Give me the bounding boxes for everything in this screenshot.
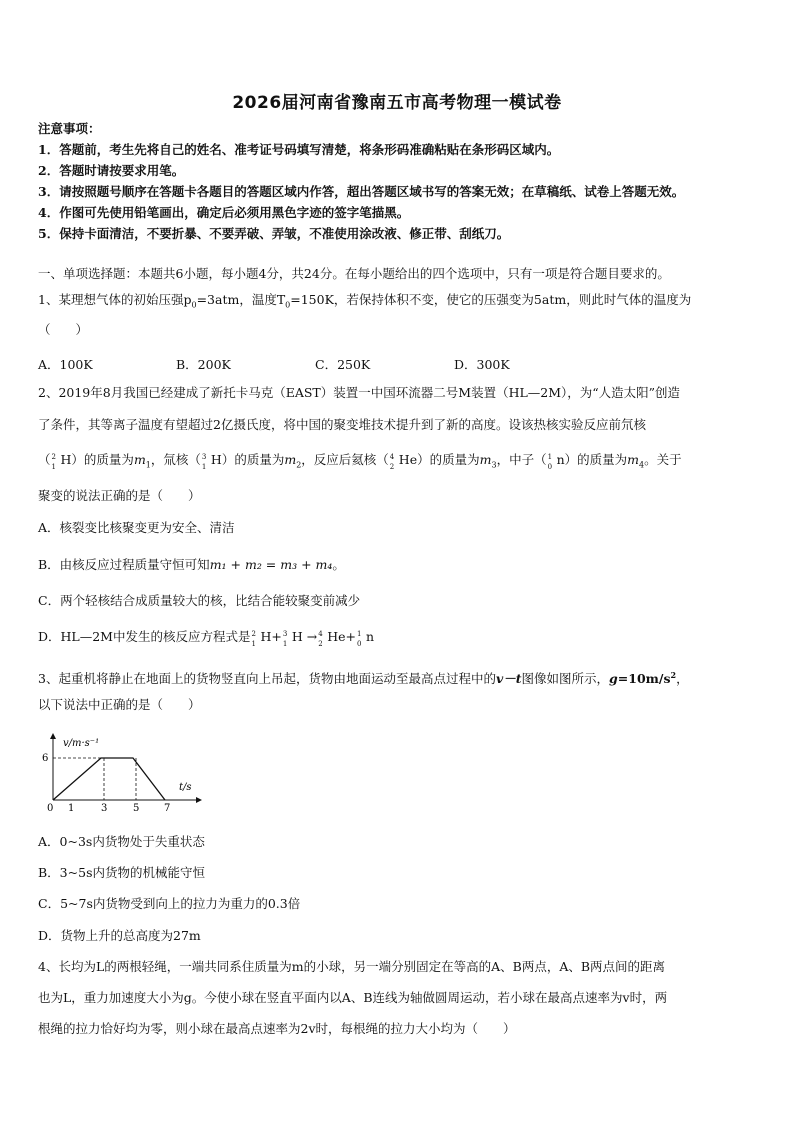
- q1-option-a[interactable]: A．100K: [38, 357, 93, 372]
- notice-item-1: 1．答题前，考生先将自己的姓名、准考证号码填写清楚，将条形码准确粘贴在条形码区域内。: [38, 142, 560, 157]
- q3-option-b[interactable]: B．3~5s内货物的机械能守恒: [38, 865, 205, 880]
- q4-line-2: 也为L，重力加速度大小为g。今使小球在竖直平面内以A、B连线为轴做圆周运动，若小球在最高点速率为v时，两: [38, 990, 668, 1005]
- q1-options: [38, 355, 510, 373]
- q2-option-c[interactable]: C．两个轻核结合成质量较大的核，比结合能较聚变前减少: [38, 593, 361, 608]
- q1-option-b[interactable]: B．200K: [176, 357, 231, 372]
- q2-line-1: 2、2019年8月我国已经建成了新托卡马克（EAST）装置一中国环流器二号M装置（HL—2M），为“人造太阳”创造: [38, 385, 681, 400]
- q2-line-4: 聚变的说法正确的是（ ）: [38, 488, 201, 503]
- q3-line-1: 3、起重机将静止在地面上的货物竖直向上吊起，货物由地面运动至最高点过程中的v－t图像如图所示，$g=10m/s^2$，: [38, 670, 689, 687]
- q2-line-2: 了条件，其等离子温度有望超过2亿摄氏度，将中国的聚变堆技术提升到了新的高度。设该热核实验反应前氘核: [38, 417, 646, 432]
- q1-stem: 1、某理想气体的初始压强$p_0=3atm$，温度$T_0=150K$，若保持体积不变，使它的压强变为5atm，则此时气体的温度为: [38, 292, 692, 310]
- x-axis-arrow-icon: [196, 797, 202, 803]
- x-tick-3: 3: [101, 803, 108, 814]
- q3-option-c[interactable]: C．5~7s内货物受到向上的拉力为重力的0.3倍: [38, 896, 301, 911]
- vt-graph: [40, 730, 210, 815]
- q3-option-a[interactable]: A．0~3s内货物处于失重状态: [38, 834, 205, 849]
- notice-item-5: 5．保持卡面清洁，不要折暴、不要弄破、弄皱，不准使用涂改液、修正带、刮纸刀。: [38, 226, 510, 241]
- x-tick-5: 5: [133, 803, 140, 814]
- q1-option-c[interactable]: C．250K: [315, 357, 371, 372]
- y-axis-arrow-icon: [50, 733, 56, 739]
- q2-option-b[interactable]: B．由核反应过程质量守恒可知m₁ + m₂ = m₃ + m₄。: [38, 557, 345, 572]
- q2-option-d[interactable]: D．HL—2M中发生的核反应方程式是 2 1 H+ 3 1 H → 4 2 He+ 1 0 n: [38, 629, 375, 648]
- q2-option-a[interactable]: A．核裂变比核聚变更为安全、清洁: [38, 520, 235, 535]
- notice-heading: 注意事项：: [38, 121, 101, 136]
- section-heading: 一、单项选择题：本题共6小题，每小题4分，共24分。在每小题给出的四个选项中，只有一项是符合题目要求的。: [38, 266, 670, 281]
- exam-title: 2026届河南省豫南五市高考物理一模试卷: [232, 93, 562, 113]
- q1-option-d[interactable]: D．300K: [454, 357, 510, 372]
- q1-paren: （ ）: [38, 322, 89, 337]
- q4-line-3: 根绳的拉力恰好均为零，则小球在最高点速率为2v时，每根绳的拉力大小均为（ ）: [38, 1021, 516, 1036]
- x-tick-7: 7: [164, 803, 171, 814]
- y-tick-6: 6: [42, 753, 49, 764]
- q3-option-d[interactable]: D．货物上升的总高度为27m: [38, 928, 201, 943]
- y-axis-label: v/m·s⁻¹: [63, 738, 100, 749]
- q4-line-1: 4、长均为L的两根轻绳，一端共同系住质量为m的小球，另一端分别固定在等高的A、B两点，A、B两点间的距离: [38, 959, 666, 974]
- notice-item-3: 3．请按照题号顺序在答题卡各题目的答题区域内作答，超出答题区域书写的答案无效；在草稿纸、试卷上答题无效。: [38, 184, 685, 199]
- x-tick-1: 1: [68, 803, 75, 814]
- notice-item-2: 2．答题时请按要求用笔。: [38, 163, 185, 178]
- q3-line-2: 以下说法中正确的是（ ）: [38, 697, 201, 712]
- x-axis-label: t/s: [179, 782, 192, 793]
- q2-line-3: （ 2 1 H）的质量为$m_1$，氚核（ 3 1 H）的质量为$m_2$，反应后氦核（ 4 2 He）的质量为$m_3$，中子（ 1 0 n）的质量为$m_4$。关于: [38, 452, 682, 471]
- notice-item-4: 4．作图可先使用铅笔画出，确定后必须用黑色字迹的签字笔描黑。: [38, 205, 410, 220]
- x-tick-0: 0: [47, 803, 54, 814]
- vt-series-line: [53, 758, 165, 800]
